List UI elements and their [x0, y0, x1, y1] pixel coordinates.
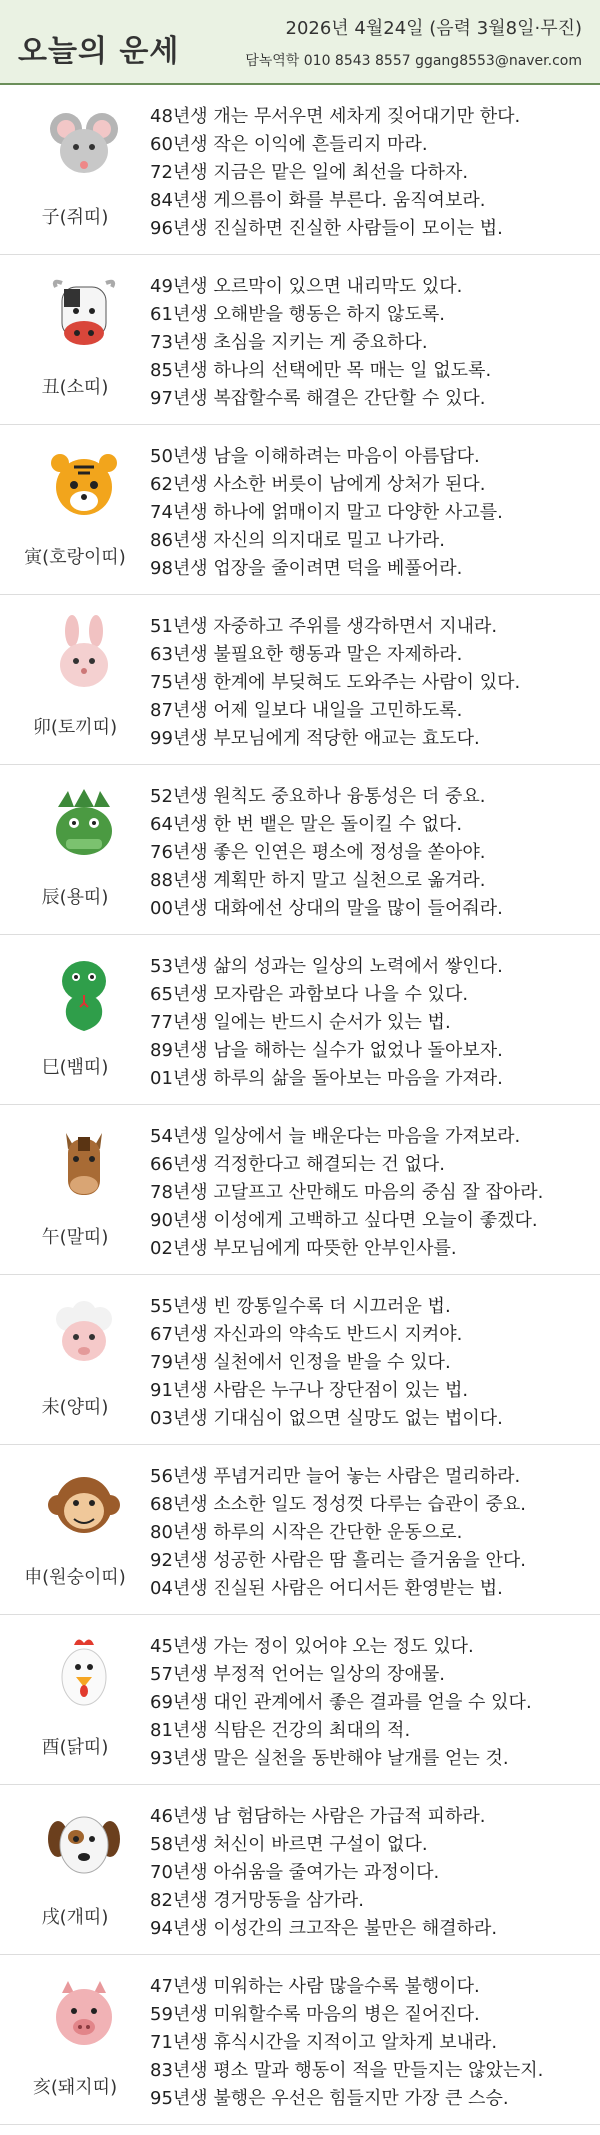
fortune-line: 65년생 모자람은 과함보다 나을 수 있다. [150, 984, 469, 1005]
fortune-line: 48년생 개는 무서우면 세차게 짖어대기만 한다. [150, 106, 521, 127]
header [0, 0, 600, 85]
fortune-line: 49년생 오르막이 있으면 내리막도 있다. [150, 276, 463, 297]
fortune-line: 77년생 일에는 반드시 순서가 있는 법. [150, 1012, 451, 1033]
fortune-line: 47년생 미워하는 사람 많을수록 불행이다. [150, 1976, 480, 1997]
pig-icon [44, 1975, 124, 2055]
zodiac-left [0, 1275, 150, 1444]
zodiac-label: 戌(개띠) [41, 1907, 109, 1928]
zodiac-left [0, 1445, 150, 1614]
zodiac-label: 辰(용띠) [41, 887, 109, 908]
fortune-line: 68년생 소소한 일도 정성껏 다루는 습관이 중요. [150, 1494, 526, 1515]
dragon-icon [44, 785, 124, 865]
zodiac-left [0, 255, 150, 424]
rat-icon [44, 105, 124, 185]
zodiac-left [0, 765, 150, 934]
fortune-line: 96년생 진실하면 진실한 사람들이 모이는 법. [150, 218, 503, 239]
zodiac-row [0, 1105, 600, 1275]
fortune-line: 87년생 어제 일보다 내일을 고민하도록. [150, 700, 463, 721]
fortune-line: 00년생 대화에선 상대의 말을 많이 들어줘라. [150, 898, 503, 919]
monkey-icon [44, 1465, 124, 1545]
fortune-line: 84년생 게으름이 화를 부른다. 움직여보라. [150, 190, 486, 211]
fortune-line: 67년생 자신과의 약속도 반드시 지켜야. [150, 1324, 463, 1345]
fortune-line: 82년생 경거망동을 삼가라. [150, 1890, 364, 1911]
fortune-line: 74년생 하나에 얽매이지 말고 다양한 사고를. [150, 502, 503, 523]
zodiac-row [0, 1275, 600, 1445]
sheep-icon [44, 1295, 124, 1375]
fortune-line: 79년생 실천에서 인정을 받을 수 있다. [150, 1352, 451, 1373]
rooster-icon [44, 1635, 124, 1715]
zodiac-row [0, 1955, 600, 2125]
zodiac-label: 亥(돼지띠) [32, 2077, 118, 2098]
fortune-line: 91년생 사람은 누구나 장단점이 있는 법. [150, 1380, 469, 1401]
zodiac-row [0, 935, 600, 1105]
fortune-line: 72년생 지금은 맡은 일에 최선을 다하자. [150, 162, 469, 183]
ox-icon [44, 275, 124, 355]
fortune-line: 70년생 아쉬움을 줄여가는 과정이다. [150, 1862, 440, 1883]
fortune-line: 03년생 기대심이 없으면 실망도 없는 법이다. [150, 1408, 503, 1429]
zodiac-label: 午(말띠) [41, 1227, 109, 1248]
zodiac-label: 丑(소띠) [41, 377, 109, 398]
fortune-line: 57년생 부정적 언어는 일상의 장애물. [150, 1664, 445, 1685]
horse-icon [44, 1125, 124, 1205]
fortune-line: 01년생 하루의 삶을 돌아보는 마음을 가져라. [150, 1068, 503, 1089]
fortune-line: 45년생 가는 정이 있어야 오는 정도 있다. [150, 1636, 474, 1657]
contact-line: 담녹역학 010 8543 8557 ggang8553@naver.com [245, 53, 582, 69]
dog-icon [44, 1805, 124, 1885]
fortune-line: 61년생 오해받을 행동은 하지 않도록. [150, 304, 445, 325]
fortune-line: 71년생 휴식시간을 지적이고 알차게 보내라. [150, 2032, 498, 2053]
fortune-line: 80년생 하루의 시작은 간단한 운동으로. [150, 1522, 463, 1543]
fortune-line: 60년생 작은 이익에 흔들리지 마라. [150, 134, 428, 155]
fortune-line: 75년생 한계에 부딪혀도 도와주는 사람이 있다. [150, 672, 521, 693]
fortune-line: 04년생 진실된 사람은 어디서든 환영받는 법. [150, 1578, 503, 1599]
fortune-line: 81년생 식탐은 건강의 최대의 적. [150, 1720, 411, 1741]
fortune-line: 90년생 이성에게 고백하고 싶다면 오늘이 좋겠다. [150, 1210, 538, 1231]
date-line: 2026년 4월24일 (음력 3월8일·무진) [285, 18, 582, 39]
zodiac-label: 申(원숭이띠) [24, 1567, 126, 1588]
fortune-lines [150, 765, 600, 934]
zodiac-label: 寅(호랑이띠) [24, 547, 126, 568]
zodiac-row [0, 1445, 600, 1615]
fortune-line: 56년생 푸념거리만 늘어 놓는 사람은 멀리하라. [150, 1466, 521, 1487]
page-title: 오늘의 운세 [18, 34, 180, 69]
rabbit-icon [44, 615, 124, 695]
zodiac-left [0, 425, 150, 594]
zodiac-label: 巳(뱀띠) [41, 1057, 109, 1078]
tiger-icon [44, 445, 124, 525]
zodiac-left [0, 1615, 150, 1784]
fortune-line: 73년생 초심을 지키는 게 중요하다. [150, 332, 428, 353]
zodiac-row [0, 425, 600, 595]
fortune-line: 62년생 사소한 버릇이 남에게 상처가 된다. [150, 474, 486, 495]
fortune-line: 58년생 처신이 바르면 구설이 없다. [150, 1834, 428, 1855]
zodiac-row [0, 1615, 600, 1785]
fortune-lines [150, 935, 600, 1104]
zodiac-row [0, 595, 600, 765]
zodiac-row [0, 85, 600, 255]
fortune-line: 55년생 빈 깡통일수록 더 시끄러운 법. [150, 1296, 451, 1317]
zodiac-left [0, 1105, 150, 1274]
fortune-line: 54년생 일상에서 늘 배운다는 마음을 가져보라. [150, 1126, 521, 1147]
fortune-line: 50년생 남을 이해하려는 마음이 아름답다. [150, 446, 480, 467]
fortune-line: 93년생 말은 실천을 동반해야 날개를 얻는 것. [150, 1748, 509, 1769]
fortune-line: 53년생 삶의 성과는 일상의 노력에서 쌓인다. [150, 956, 503, 977]
fortune-lines [150, 1785, 600, 1954]
fortune-line: 63년생 불필요한 행동과 말은 자제하라. [150, 644, 463, 665]
zodiac-label: 卯(토끼띠) [32, 717, 118, 738]
zodiac-row [0, 1785, 600, 1955]
fortune-line: 51년생 자중하고 주위를 생각하면서 지내라. [150, 616, 498, 637]
zodiac-label: 子(쥐띠) [41, 207, 109, 228]
fortune-line: 66년생 걱정한다고 해결되는 건 없다. [150, 1154, 445, 1175]
fortune-line: 59년생 미워할수록 마음의 병은 짙어진다. [150, 2004, 480, 2025]
zodiac-left [0, 85, 150, 254]
zodiac-label: 未(양띠) [41, 1397, 109, 1418]
fortune-line: 86년생 자신의 의지대로 밀고 나가라. [150, 530, 445, 551]
fortune-lines [150, 1105, 600, 1274]
fortune-line: 98년생 업장을 줄이려면 덕을 베풀어라. [150, 558, 463, 579]
fortune-lines [150, 1445, 600, 1614]
fortune-line: 76년생 좋은 인연은 평소에 정성을 쏟아야. [150, 842, 486, 863]
fortune-lines [150, 1955, 600, 2124]
zodiac-left [0, 1785, 150, 1954]
fortune-line: 83년생 평소 말과 행동이 적을 만들지는 않았는지. [150, 2060, 544, 2081]
zodiac-left [0, 1955, 150, 2124]
fortune-lines [150, 1275, 600, 1444]
fortune-lines [150, 255, 600, 424]
zodiac-label: 酉(닭띠) [41, 1737, 109, 1758]
fortune-lines [150, 595, 600, 764]
fortune-line: 97년생 복잡할수록 해결은 간단할 수 있다. [150, 388, 486, 409]
fortune-lines [150, 85, 600, 254]
zodiac-left [0, 935, 150, 1104]
fortune-line: 46년생 남 험담하는 사람은 가급적 피하라. [150, 1806, 486, 1827]
fortune-line: 92년생 성공한 사람은 땀 흘리는 즐거움을 안다. [150, 1550, 526, 1571]
fortune-line: 78년생 고달프고 산만해도 마음의 중심 잘 잡아라. [150, 1182, 544, 1203]
fortune-line: 64년생 한 번 뱉은 말은 돌이킬 수 없다. [150, 814, 463, 835]
fortune-line: 99년생 부모님에게 적당한 애교는 효도다. [150, 728, 480, 749]
fortune-line: 85년생 하나의 선택에만 목 매는 일 없도록. [150, 360, 492, 381]
fortune-lines [150, 425, 600, 594]
fortune-line: 02년생 부모님에게 따뜻한 안부인사를. [150, 1238, 457, 1259]
fortune-line: 94년생 이성간의 크고작은 불만은 해결하라. [150, 1918, 498, 1939]
zodiac-left [0, 595, 150, 764]
zodiac-row [0, 255, 600, 425]
zodiac-row [0, 765, 600, 935]
snake-icon [44, 955, 124, 1035]
fortune-line: 88년생 계획만 하지 말고 실천으로 옮겨라. [150, 870, 486, 891]
fortune-line: 89년생 남을 해하는 실수가 없었나 돌아보자. [150, 1040, 503, 1061]
fortune-line: 95년생 불행은 우선은 힘들지만 가장 큰 스승. [150, 2088, 509, 2109]
fortune-list [0, 85, 600, 2125]
fortune-line: 52년생 원칙도 중요하나 융통성은 더 중요. [150, 786, 486, 807]
fortune-line: 69년생 대인 관계에서 좋은 결과를 얻을 수 있다. [150, 1692, 532, 1713]
fortune-lines [150, 1615, 600, 1784]
